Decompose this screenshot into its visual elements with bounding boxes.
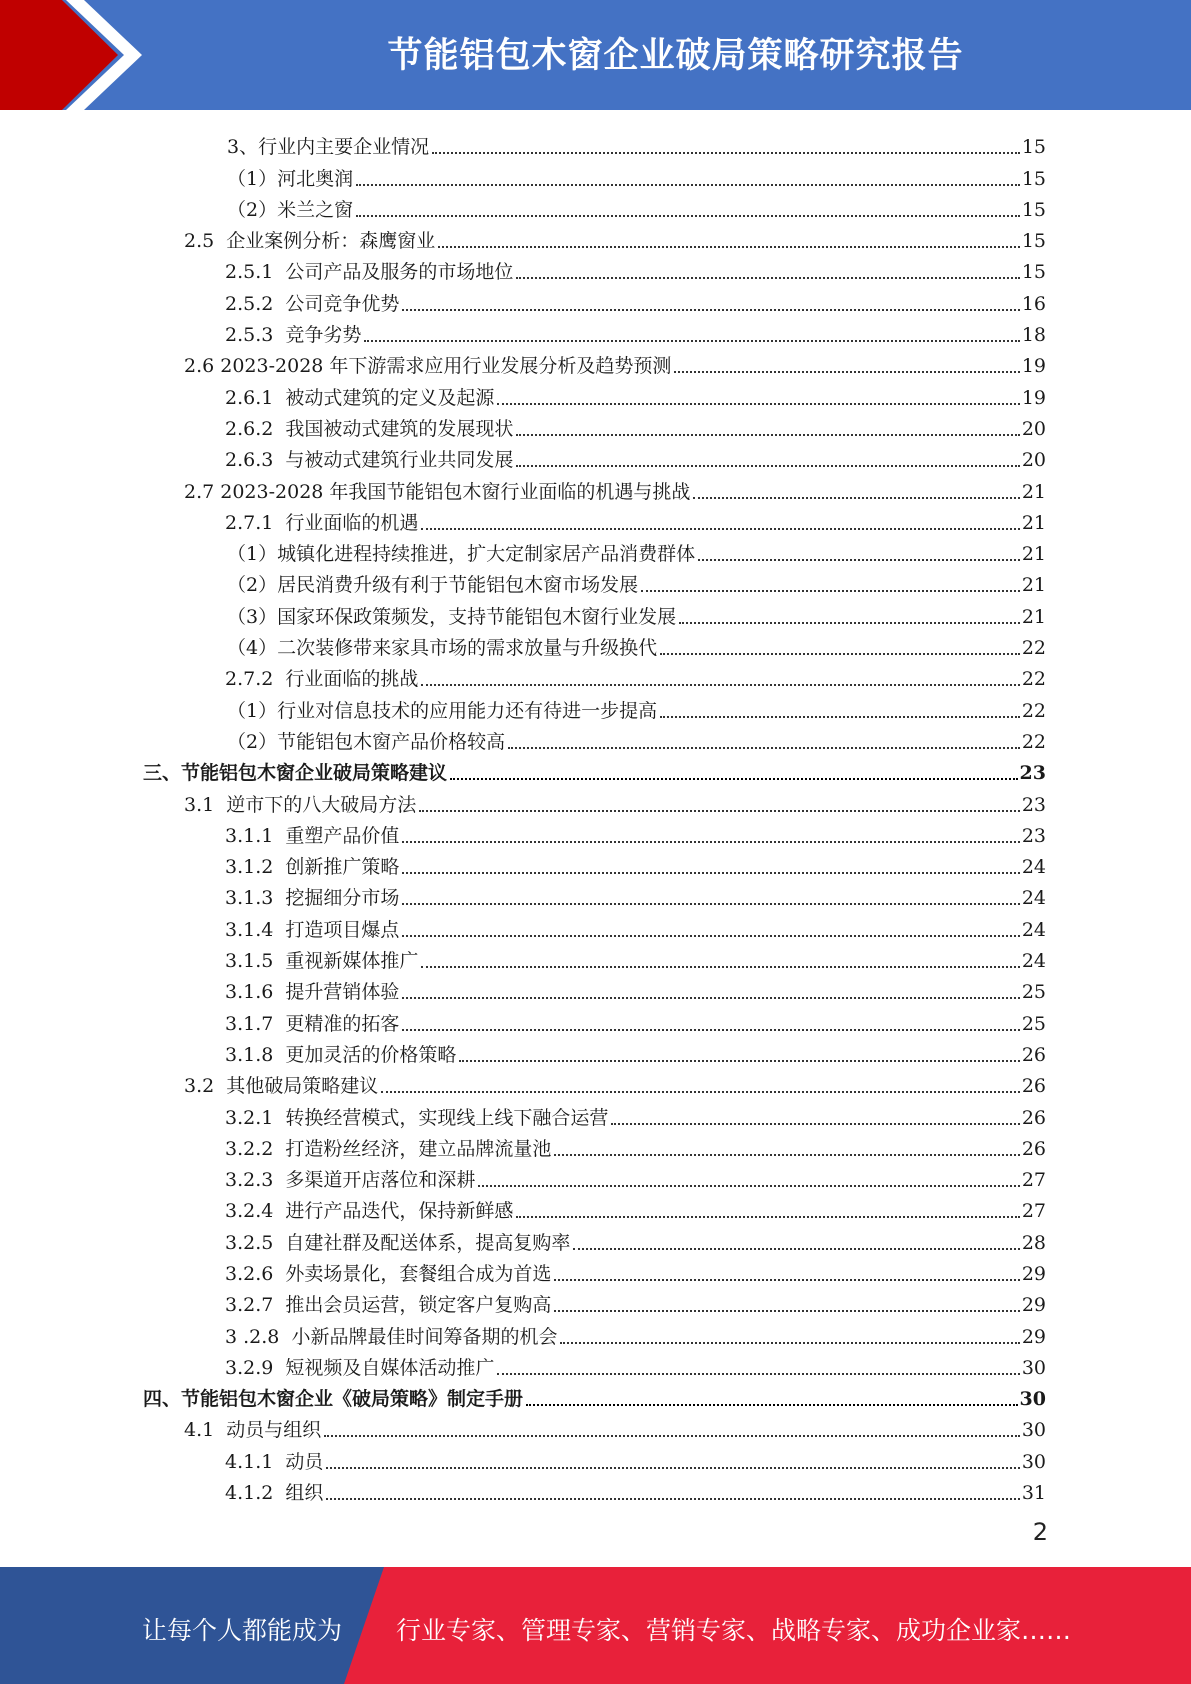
toc-entry-page: 23 [1021,793,1046,816]
toc-entry[interactable] [0,1474,1191,1505]
toc-entry-page: 27 [1021,1169,1046,1192]
toc-leader-dots [326,1498,1019,1500]
toc-entry-label: 3.1.5 重视新媒体推广 [225,950,419,973]
toc-entry-label: 四、节能铝包木窗企业《破局策略》制定手册 [143,1388,524,1411]
toc-entry-label: 3.2.5 自建社群及配送体系，提高复购率 [225,1231,571,1254]
toc-entry-label: 2.5.2 公司竞争优势 [225,292,400,315]
toc-entry-label: 3、行业内主要企业情况 [227,136,430,159]
toc-entry[interactable] [0,191,1191,222]
toc-leader-dots [693,497,1019,499]
toc-entry[interactable] [0,504,1191,535]
toc-entry-page: 15 [1021,261,1046,284]
toc-entry-page: 29 [1021,1294,1046,1317]
toc-leader-dots [402,872,1019,874]
toc-leader-dots [660,653,1020,655]
toc-leader-dots [432,152,1020,154]
toc-entry[interactable] [0,1130,1191,1161]
toc-leader-dots [560,1342,1019,1344]
toc-entry[interactable] [0,1223,1191,1254]
toc-entry-page: 15 [1021,167,1046,190]
toc-entry-page: 21 [1021,605,1046,628]
toc-leader-dots [516,277,1019,279]
toc-entry-page: 26 [1021,1043,1046,1066]
toc-entry[interactable] [0,1036,1191,1067]
toc-leader-dots [402,935,1019,937]
toc-entry[interactable] [0,597,1191,628]
toc-entry[interactable] [0,378,1191,409]
toc-leader-dots [402,997,1019,999]
toc-entry-page: 21 [1021,574,1046,597]
toc-entry-label: 4.1.1 动员 [225,1450,324,1473]
red-chevron-icon [0,0,160,110]
toc-leader-dots [402,309,1019,311]
toc-entry-page: 25 [1021,981,1046,1004]
toc-entry-label: 2.7.2 行业面临的挑战 [225,668,419,691]
toc-entry[interactable] [0,754,1191,785]
toc-leader-dots [421,684,1019,686]
toc-entry[interactable] [0,1255,1191,1286]
toc-entry-label: 2.6 2023-2028 年下游需求应用行业发展分析及趋势预测 [184,355,672,378]
toc-entry-label: 2.5.3 竞争劣势 [225,324,362,347]
toc-entry-page: 22 [1021,637,1046,660]
toc-leader-dots [679,622,1020,624]
footer-slogan-right: 行业专家、管理专家、营销专家、战略专家、成功企业家…… [396,1616,1072,1645]
toc-entry-page: 22 [1021,699,1046,722]
toc-entry[interactable] [0,159,1191,190]
toc-entry[interactable] [0,347,1191,378]
toc-entry[interactable] [0,691,1191,722]
toc-entry-page: 20 [1021,417,1046,440]
toc-leader-dots [364,340,1019,342]
toc-entry-page: 24 [1021,856,1046,879]
toc-entry-label: （1）河北奥润 [227,167,354,190]
toc-entry-page: 21 [1021,543,1046,566]
toc-entry-label: 3.1.4 打造项目爆点 [225,918,400,941]
toc-entry-label: （3）国家环保政策频发，支持节能铝包木窗行业发展 [227,605,677,628]
toc-entry[interactable] [0,284,1191,315]
toc-entry-page: 26 [1021,1075,1046,1098]
toc-leader-dots [402,841,1019,843]
toc-entry[interactable] [0,848,1191,879]
page-header [0,0,1191,110]
toc-entry[interactable] [0,222,1191,253]
toc-entry[interactable] [0,535,1191,566]
toc-entry[interactable] [0,660,1191,691]
toc-leader-dots [674,371,1019,373]
toc-entry-label: 3.2.9 短视频及自媒体活动推广 [225,1356,495,1379]
toc-entry-page: 15 [1021,198,1046,221]
toc-entry-label: 3.1.3 挖掘细分市场 [225,887,400,910]
toc-leader-dots [459,1060,1019,1062]
toc-entry-label: 3.1.8 更加灵活的价格策略 [225,1043,457,1066]
toc-entry-label: 3.1.2 创新推广策略 [225,856,400,879]
toc-leader-dots [554,1154,1019,1156]
toc-entry-page: 26 [1021,1106,1046,1129]
toc-leader-dots [478,1185,1019,1187]
toc-entry-page: 23 [1021,824,1046,847]
toc-entry-page: 22 [1021,730,1046,753]
toc-leader-dots [698,559,1020,561]
toc-entry-page: 31 [1021,1482,1046,1505]
toc-leader-dots [497,1373,1019,1375]
page-footer [0,1567,1191,1684]
toc-entry[interactable] [0,785,1191,816]
toc-entry-page: 19 [1021,386,1046,409]
toc-entry[interactable] [0,629,1191,660]
toc-entry[interactable] [0,472,1191,503]
footer-slogan-left: 让每个人都能成为 [142,1616,343,1645]
toc-entry[interactable] [0,1161,1191,1192]
toc-entry-label: 4.1 动员与组织 [184,1419,322,1442]
toc-entry-label: 3.2.6 外卖场景化，套餐组合成为首选 [225,1262,552,1285]
toc-entry[interactable] [0,910,1191,941]
toc-entry-page: 25 [1021,1012,1046,1035]
toc-entry[interactable] [0,253,1191,284]
toc-entry-page: 24 [1021,950,1046,973]
toc-entry-page: 30 [1021,1419,1046,1442]
toc-entry-page: 20 [1021,449,1046,472]
toc-entry-label: 3.2.4 进行产品迭代，保持新鲜感 [225,1200,514,1223]
toc-entry-page: 26 [1021,1137,1046,1160]
toc-entry-page: 19 [1021,355,1046,378]
toc-leader-dots [326,1467,1019,1469]
toc-entry-label: （4）二次装修带来家具市场的需求放量与升级换代 [227,637,658,660]
toc-entry[interactable] [0,1067,1191,1098]
toc-entry[interactable] [0,1192,1191,1223]
toc-entry-label: 3.2.3 多渠道开店落位和深耕 [225,1169,476,1192]
toc-entry[interactable] [0,128,1191,159]
toc-entry-label: 3.2.7 推出会员运营，锁定客户复购高 [225,1294,552,1317]
toc-entry-label: 3.2.2 打造粉丝经济，建立品牌流量池 [225,1137,552,1160]
toc-entry-page: 28 [1021,1231,1046,1254]
toc-entry[interactable] [0,1442,1191,1473]
toc-leader-dots [421,966,1019,968]
toc-entry-label: 三、节能铝包木窗企业破局策略建议 [143,762,448,785]
toc-leader-dots [497,403,1019,405]
toc-entry-label: 3.1.6 提升营销体验 [225,981,400,1004]
toc-leader-dots [450,778,1018,780]
toc-leader-dots [554,1279,1019,1281]
toc-leader-dots [421,528,1019,530]
toc-entry[interactable] [0,1411,1191,1442]
toc-entry-page: 23 [1019,762,1046,785]
toc-entry-label: （1）城镇化进程持续推进，扩大定制家居产品消费群体 [227,543,696,566]
toc-entry[interactable] [0,942,1191,973]
toc-leader-dots [356,215,1020,217]
toc-leader-dots [356,184,1020,186]
toc-entry[interactable] [0,879,1191,910]
toc-entry-page: 15 [1021,136,1046,159]
page-number: 2 [1032,1518,1048,1546]
toc-entry-label: 2.5 企业案例分析：森鹰窗业 [184,230,436,253]
toc-entry-page: 30 [1019,1388,1046,1411]
toc-entry-label: 2.6.1 被动式建筑的定义及起源 [225,386,495,409]
toc-entry-label: 3.1.1 重塑产品价值 [225,824,400,847]
toc-entry-label: 2.7.1 行业面临的机遇 [225,511,419,534]
toc-leader-dots [516,434,1019,436]
toc-leader-dots [402,1029,1019,1031]
table-of-contents [0,128,1191,1505]
toc-entry[interactable] [0,1286,1191,1317]
toc-entry-label: 3.1 逆市下的八大破局方法 [184,793,417,816]
toc-entry[interactable] [0,973,1191,1004]
toc-leader-dots [641,590,1020,592]
toc-entry-page: 16 [1021,292,1046,315]
toc-entry-page: 15 [1021,230,1046,253]
toc-leader-dots [611,1123,1019,1125]
toc-entry-page: 30 [1021,1356,1046,1379]
toc-leader-dots [508,747,1020,749]
toc-entry-label: 4.1.2 组织 [225,1482,324,1505]
toc-entry-label: （2）节能铝包木窗产品价格较高 [227,730,506,753]
toc-entry-page: 21 [1021,511,1046,534]
toc-entry-label: 3.2 其他破局策略建议 [184,1075,379,1098]
toc-entry[interactable] [0,1317,1191,1348]
toc-entry[interactable] [0,723,1191,754]
toc-entry[interactable] [0,410,1191,441]
toc-entry-label: （2）米兰之窗 [227,198,354,221]
toc-entry[interactable] [0,817,1191,848]
toc-leader-dots [419,810,1020,812]
toc-entry-label: 2.6.2 我国被动式建筑的发展现状 [225,417,514,440]
toc-leader-dots [554,1310,1019,1312]
toc-entry[interactable] [0,1098,1191,1129]
toc-entry[interactable] [0,1004,1191,1035]
toc-entry-page: 24 [1021,887,1046,910]
toc-entry-label: （2）居民消费升级有利于节能铝包木窗市场发展 [227,574,639,597]
toc-entry-label: 2.6.3 与被动式建筑行业共同发展 [225,449,514,472]
toc-leader-dots [381,1091,1020,1093]
toc-entry-page: 29 [1021,1262,1046,1285]
toc-entry-label: 3.2.1 转换经营模式，实现线上线下融合运营 [225,1106,609,1129]
toc-entry-label: 3.1.7 更精准的拓客 [225,1012,400,1035]
toc-leader-dots [526,1404,1018,1406]
toc-leader-dots [438,246,1020,248]
toc-entry-label: 3 .2.8 小新品牌最佳时间筹备期的机会 [225,1325,558,1348]
toc-entry[interactable] [0,566,1191,597]
toc-entry-label: （1）行业对信息技术的应用能力还有待进一步提高 [227,699,658,722]
toc-entry-page: 22 [1021,668,1046,691]
toc-leader-dots [573,1248,1019,1250]
toc-entry-page: 18 [1021,324,1046,347]
toc-leader-dots [402,903,1019,905]
toc-leader-dots [660,716,1020,718]
toc-entry[interactable] [0,1349,1191,1380]
toc-leader-dots [516,465,1019,467]
toc-entry-page: 21 [1021,480,1046,503]
toc-entry-page: 29 [1021,1325,1046,1348]
report-title: 节能铝包木窗企业破局策略研究报告 [387,36,964,76]
toc-entry[interactable] [0,316,1191,347]
toc-entry-label: 2.7 2023-2028 年我国节能铝包木窗行业面临的机遇与挑战 [184,480,691,503]
toc-entry-page: 30 [1021,1450,1046,1473]
toc-leader-dots [516,1216,1019,1218]
toc-entry-page: 27 [1021,1200,1046,1223]
toc-leader-dots [324,1435,1020,1437]
toc-entry[interactable] [0,441,1191,472]
toc-entry-page: 24 [1021,918,1046,941]
toc-entry-label: 2.5.1 公司产品及服务的市场地位 [225,261,514,284]
toc-entry[interactable] [0,1380,1191,1411]
